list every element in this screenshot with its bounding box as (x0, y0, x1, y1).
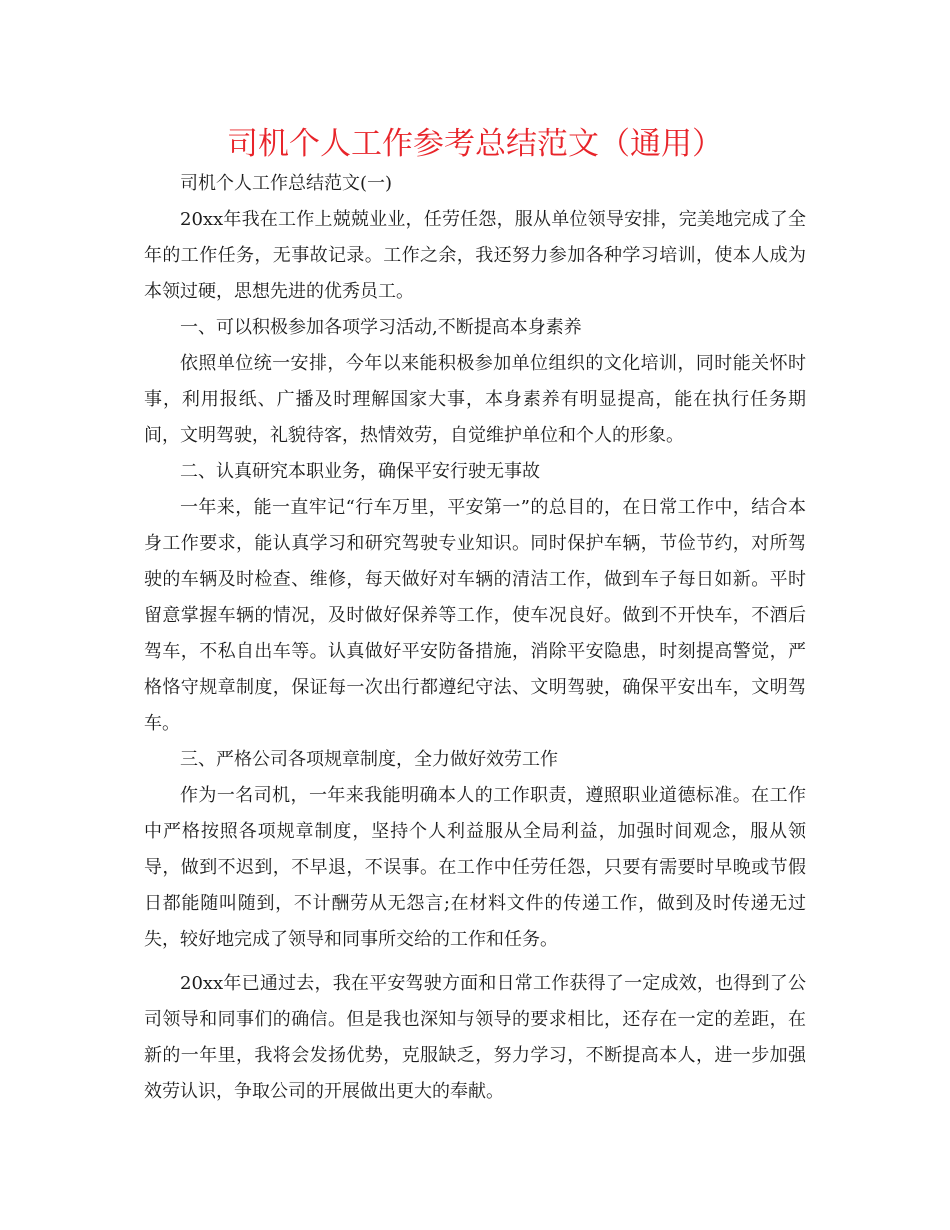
section-heading-3: 三、严格公司各项规章制度，全力做好效劳工作 (180, 749, 558, 770)
section-body-3: 作为一名司机，一年来我能明确本人的工作职责，遵照职业道德标准。在工作中严格按照各项规章制度，坚持个人利益服从全局利益，加强时间观念，服从领导，做到不迟到，不早退，不误事。在工作中任劳任怨，只要有需要时早晚或节假日都能随叫随到，不计酬劳从无怨言;在材料文件的传递工作，做到及时传递无过失，较好地完成了领导和同事所交给的工作和任务。 (144, 785, 806, 950)
section-body-2: 一年来，能一直牢记“行车万里，平安第一”的总目的，在日常工作中，结合本身工作要求，能认真学习和研究驾驶专业知识。同时保护车辆，节俭节约，对所驾驶的车辆及时检查、维修，每天做好对车辆的清洁工作，做到车子每日如新。平时留意掌握车辆的情况，及时做好保养等工作，使车况良好。做到不开快车，不酒后驾车，不私自出车等。认真做好平安防备措施，消除平安隐患，时刻提高警觉，严格恪守规章制度，保证每一次出行都遵纪守法、文明驾驶，确保平安出车，文明驾车。 (144, 497, 806, 734)
section-heading-1: 一、可以积极参加各项学习活动,不断提高本身素养 (180, 317, 582, 338)
intro-paragraph: 20xx年我在工作上兢兢业业，任劳任怨，服从单位领导安排，完美地完成了全年的工作任务，无事故记录。工作之余，我还努力参加各种学习培训，使本人成为本领过硬，思想先进的优秀员工。 (144, 209, 806, 302)
section-body-1: 依照单位统一安排，今年以来能积极参加单位组织的文化培训，同时能关怀时事，利用报纸、广播及时理解国家大事，本身素养有明显提高，能在执行任务期间，文明驾驶，礼貌待客，热情效劳，自觉维护单位和个人的形象。 (144, 353, 806, 446)
subtitle: 司机个人工作总结范文(一) (180, 173, 393, 194)
document-body (144, 166, 806, 1110)
conclusion-paragraph: 20xx年已通过去，我在平安驾驶方面和日常工作获得了一定成效，也得到了公司领导和同事们的确信。但是我也深知与领导的要求相比，还存在一定的差距，在新的一年里，我将会发扬优势，克服缺乏，努力学习，不断提高本人，进一步加强效劳认识，争取公司的开展做出更大的奉献。 (144, 973, 806, 1102)
document-title: 司机个人工作参考总结范文（通用） (227, 126, 723, 162)
section-heading-2: 二、认真研究本职业务，确保平安行驶无事故 (180, 461, 540, 482)
